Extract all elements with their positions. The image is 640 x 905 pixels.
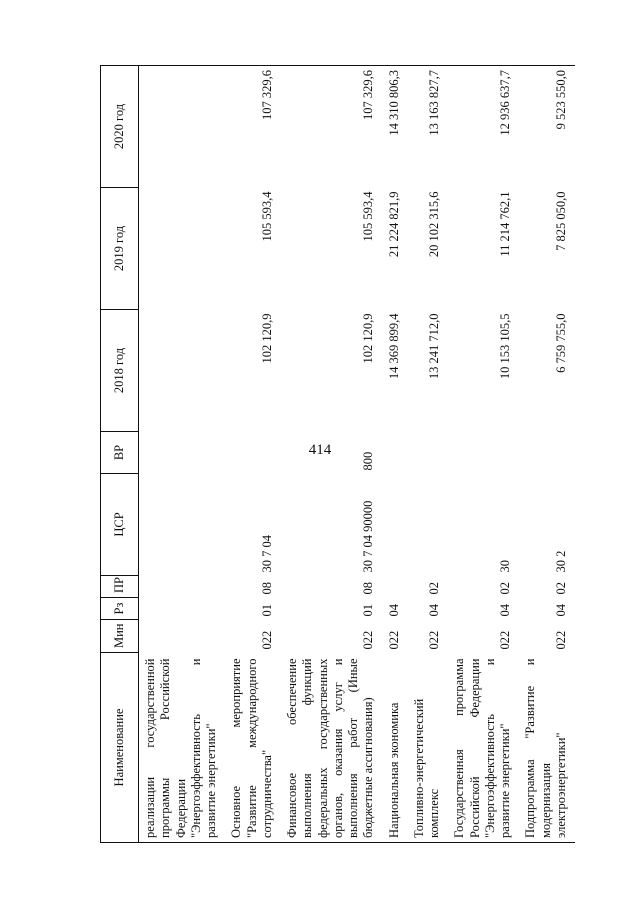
row-2019: 11 214 762,1 xyxy=(498,191,512,257)
row-min: 022 xyxy=(386,630,401,650)
row-min: 022 xyxy=(361,630,376,650)
row-csr xyxy=(139,474,226,576)
table-row xyxy=(448,66,519,843)
row-pr: 02 xyxy=(427,582,441,595)
header-min: Мин xyxy=(101,620,139,653)
row-2019: 105 593,4 xyxy=(361,191,376,242)
row-csr: 30 2 xyxy=(553,550,568,573)
table-row xyxy=(281,66,383,843)
row-vr xyxy=(139,432,226,474)
rotated-table-container xyxy=(100,66,597,843)
header-rz: Рз xyxy=(101,598,139,620)
table-row xyxy=(519,66,575,843)
row-rz: 01 xyxy=(259,604,274,617)
row-name: Национальная экономика xyxy=(383,653,408,843)
row-2020: 13 163 827,7 xyxy=(408,66,449,188)
row-2020: 9 523 550,0 xyxy=(519,66,575,188)
row-2018: 13 241 712,0 xyxy=(427,313,441,380)
row-csr: 30 xyxy=(498,560,512,573)
row-2020: 14 310 806,3 xyxy=(383,66,408,188)
row-2019 xyxy=(139,188,226,310)
row-vr xyxy=(225,432,281,474)
row-2019: 7 825 050,0 xyxy=(553,191,568,251)
table-row xyxy=(225,66,281,843)
header-2018: 2018 год xyxy=(101,310,139,432)
row-2018 xyxy=(139,310,226,432)
row-2018: 102 120,9 xyxy=(259,313,274,364)
row-pr: 08 xyxy=(259,582,274,595)
header-vr: ВР xyxy=(101,432,139,474)
row-2020 xyxy=(139,66,226,188)
header-2020: 2020 год xyxy=(101,66,139,188)
row-csr: 30 7 04 90000 xyxy=(361,500,376,573)
row-name: реализации государственной программы Российской Федерации "Энергоэффективность и развитие энергетики" xyxy=(139,653,226,843)
row-min xyxy=(139,620,226,653)
row-2018: 102 120,9 xyxy=(361,313,376,364)
row-name: Основное мероприятие "Развитие международного сотрудничества" xyxy=(225,653,281,843)
row-pr xyxy=(383,576,408,598)
row-vr xyxy=(519,432,575,474)
row-min: 022 xyxy=(498,630,512,650)
header-name: Наименование xyxy=(101,653,139,843)
row-vr xyxy=(408,432,449,474)
row-min: 022 xyxy=(259,630,274,650)
row-rz xyxy=(139,598,226,620)
row-2019: 20 102 315,6 xyxy=(427,191,441,258)
header-csr: ЦСР xyxy=(101,474,139,576)
row-min: 022 xyxy=(427,630,441,650)
row-name: Государственная программа Российской Федерации "Энергоэффективность и развитие энергетики" xyxy=(448,653,519,843)
table-row xyxy=(383,66,408,843)
table-row xyxy=(139,66,226,843)
row-rz: 04 xyxy=(498,604,512,617)
row-vr: 800 xyxy=(361,451,376,471)
row-csr xyxy=(383,474,408,576)
page-number: 414 xyxy=(308,442,332,458)
row-min: 022 xyxy=(553,630,568,650)
row-vr xyxy=(448,432,519,474)
row-name: Подпрограмма "Развитие и модернизация электроэнергетики" xyxy=(519,653,575,843)
header-pr: ПР xyxy=(101,576,139,598)
row-name: Финансовое обеспечение выполнения функций федеральных государственных органов, оказания услуг и выполнения работ (Иные бюджетные ассигнования) xyxy=(281,653,383,843)
row-vr xyxy=(383,432,408,474)
row-pr: 02 xyxy=(553,582,568,595)
row-2019: 105 593,4 xyxy=(259,191,274,242)
row-2020: 12 936 637,7 xyxy=(448,66,519,188)
row-csr xyxy=(408,474,449,576)
row-pr: 02 xyxy=(498,582,512,595)
row-rz: 04 xyxy=(386,604,401,617)
table-row xyxy=(408,66,449,843)
table-header-row xyxy=(101,66,139,843)
row-2018: 14 369 899,4 xyxy=(386,313,401,380)
row-rz: 04 xyxy=(427,604,441,617)
row-2018: 6 759 755,0 xyxy=(553,313,568,373)
header-2019: 2019 год xyxy=(101,188,139,310)
row-rz: 01 xyxy=(361,604,376,617)
row-pr: 08 xyxy=(361,582,376,595)
row-2019: 21 224 821,9 xyxy=(386,191,401,258)
row-csr: 30 7 04 xyxy=(259,535,274,573)
row-name: Топливно-энергетический комплекс xyxy=(408,653,449,843)
row-pr xyxy=(139,576,226,598)
row-2018: 10 153 105,5 xyxy=(498,313,512,380)
row-rz: 04 xyxy=(553,604,568,617)
row-2020: 107 329,6 xyxy=(281,66,383,188)
row-2020: 107 329,6 xyxy=(225,66,281,188)
budget-table xyxy=(100,65,575,843)
